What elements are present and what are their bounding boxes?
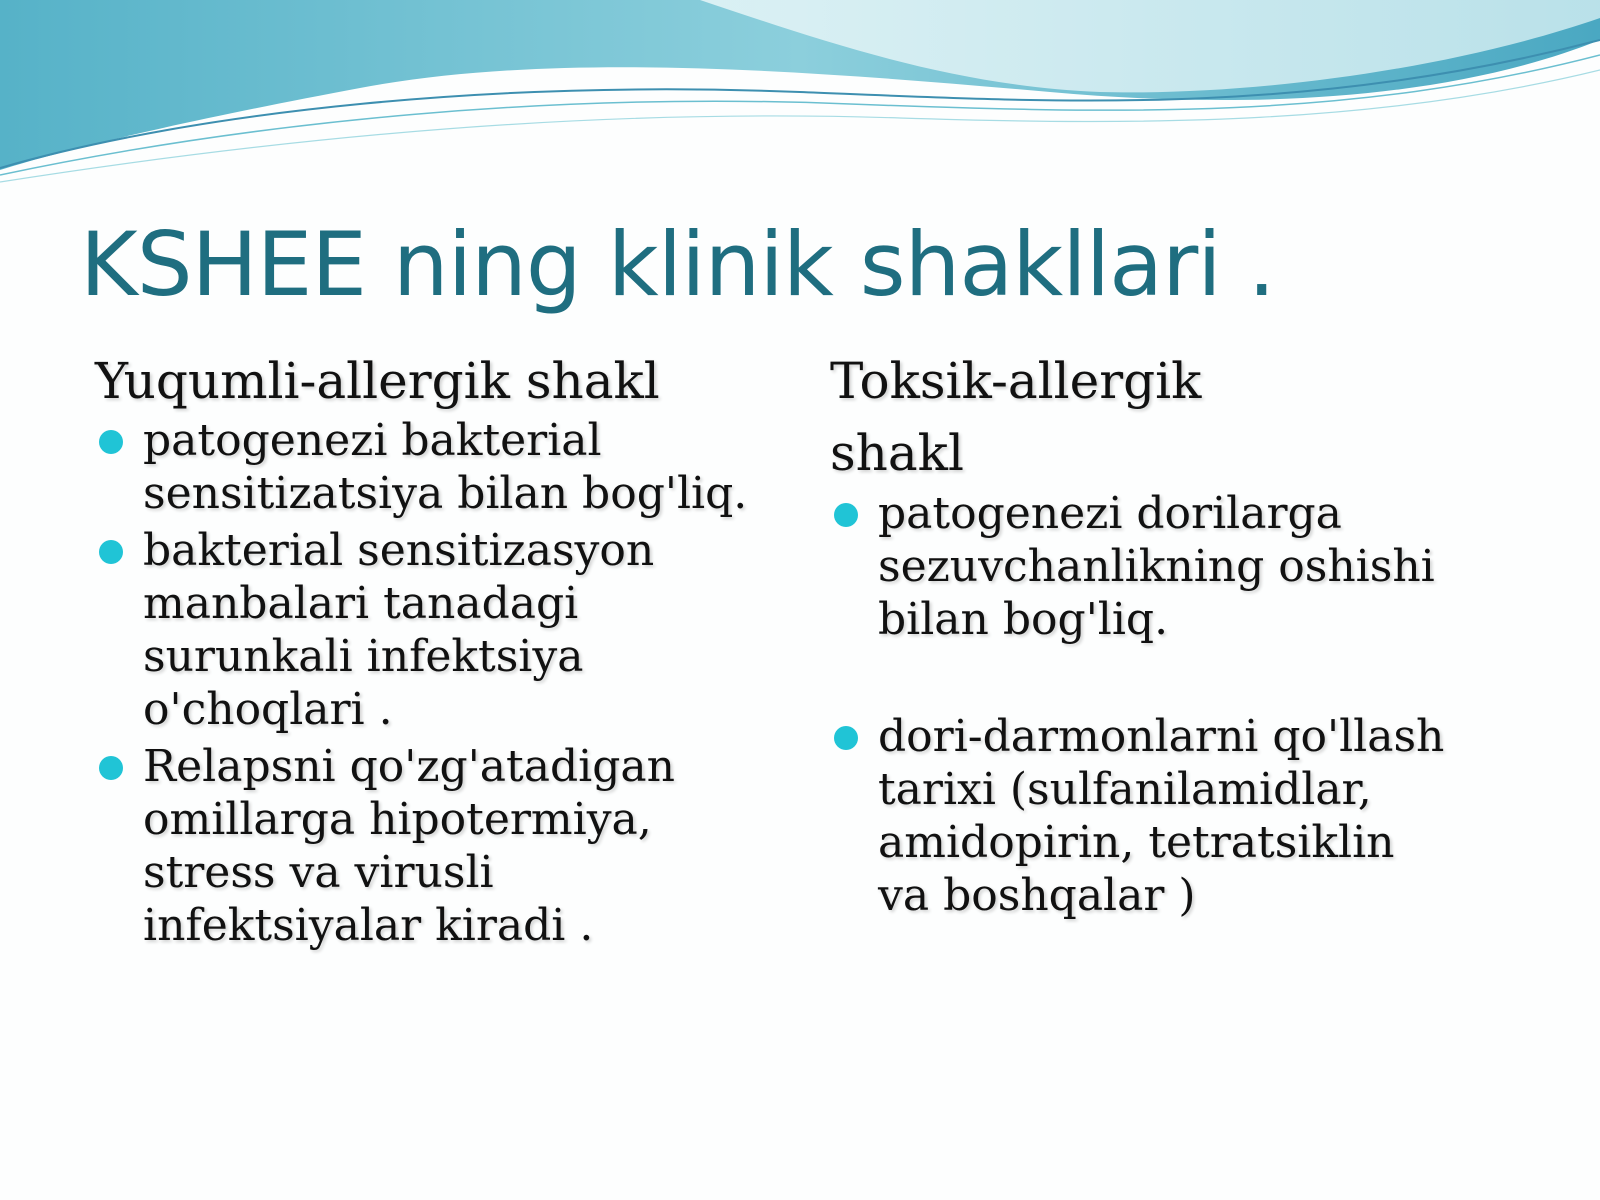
bullet-dot-icon [834, 726, 858, 750]
right-column-heading-line1: Toksik-allergik [830, 352, 1202, 410]
list-item [95, 524, 775, 736]
list-item [95, 740, 775, 952]
bullet-dot-icon [99, 756, 123, 780]
list-item [830, 710, 1450, 922]
bullet-text: Relapsni qo'zg'atadigan omillarga hipotermiya, stress va virusli infektsiyalar kiradi . [143, 741, 675, 951]
list-item [830, 487, 1450, 646]
right-bullet-list [830, 487, 1450, 922]
right-column-heading-line2: shakl [830, 424, 964, 482]
left-column [95, 345, 775, 956]
bullet-dot-icon [834, 503, 858, 527]
bullet-dot-icon [99, 430, 123, 454]
bullet-text: patogenezi bakterial sensitizatsiya bilan bog'liq. [143, 415, 748, 519]
left-bullet-list [95, 414, 775, 952]
header-wave-decoration [0, 0, 1600, 200]
slide-title: KSHEE ning klinik shakllari . [80, 213, 1275, 316]
bullet-dot-icon [99, 540, 123, 564]
bullet-text: dori-darmonlarni qo'llash tarixi (sulfanilamidlar, amidopirin, tetratsiklin va boshqalar ) [878, 711, 1445, 921]
list-item [95, 414, 775, 520]
bullet-text: bakterial sensitizasyon manbalari tanadagi surunkali infektsiya o'choqlari . [143, 525, 655, 735]
bullet-text: patogenezi dorilarga sezuvchanlikning oshishi bilan bog'liq. [878, 488, 1435, 645]
left-column-heading: Yuqumli-allergik shakl [95, 352, 660, 410]
right-column [830, 345, 1450, 926]
